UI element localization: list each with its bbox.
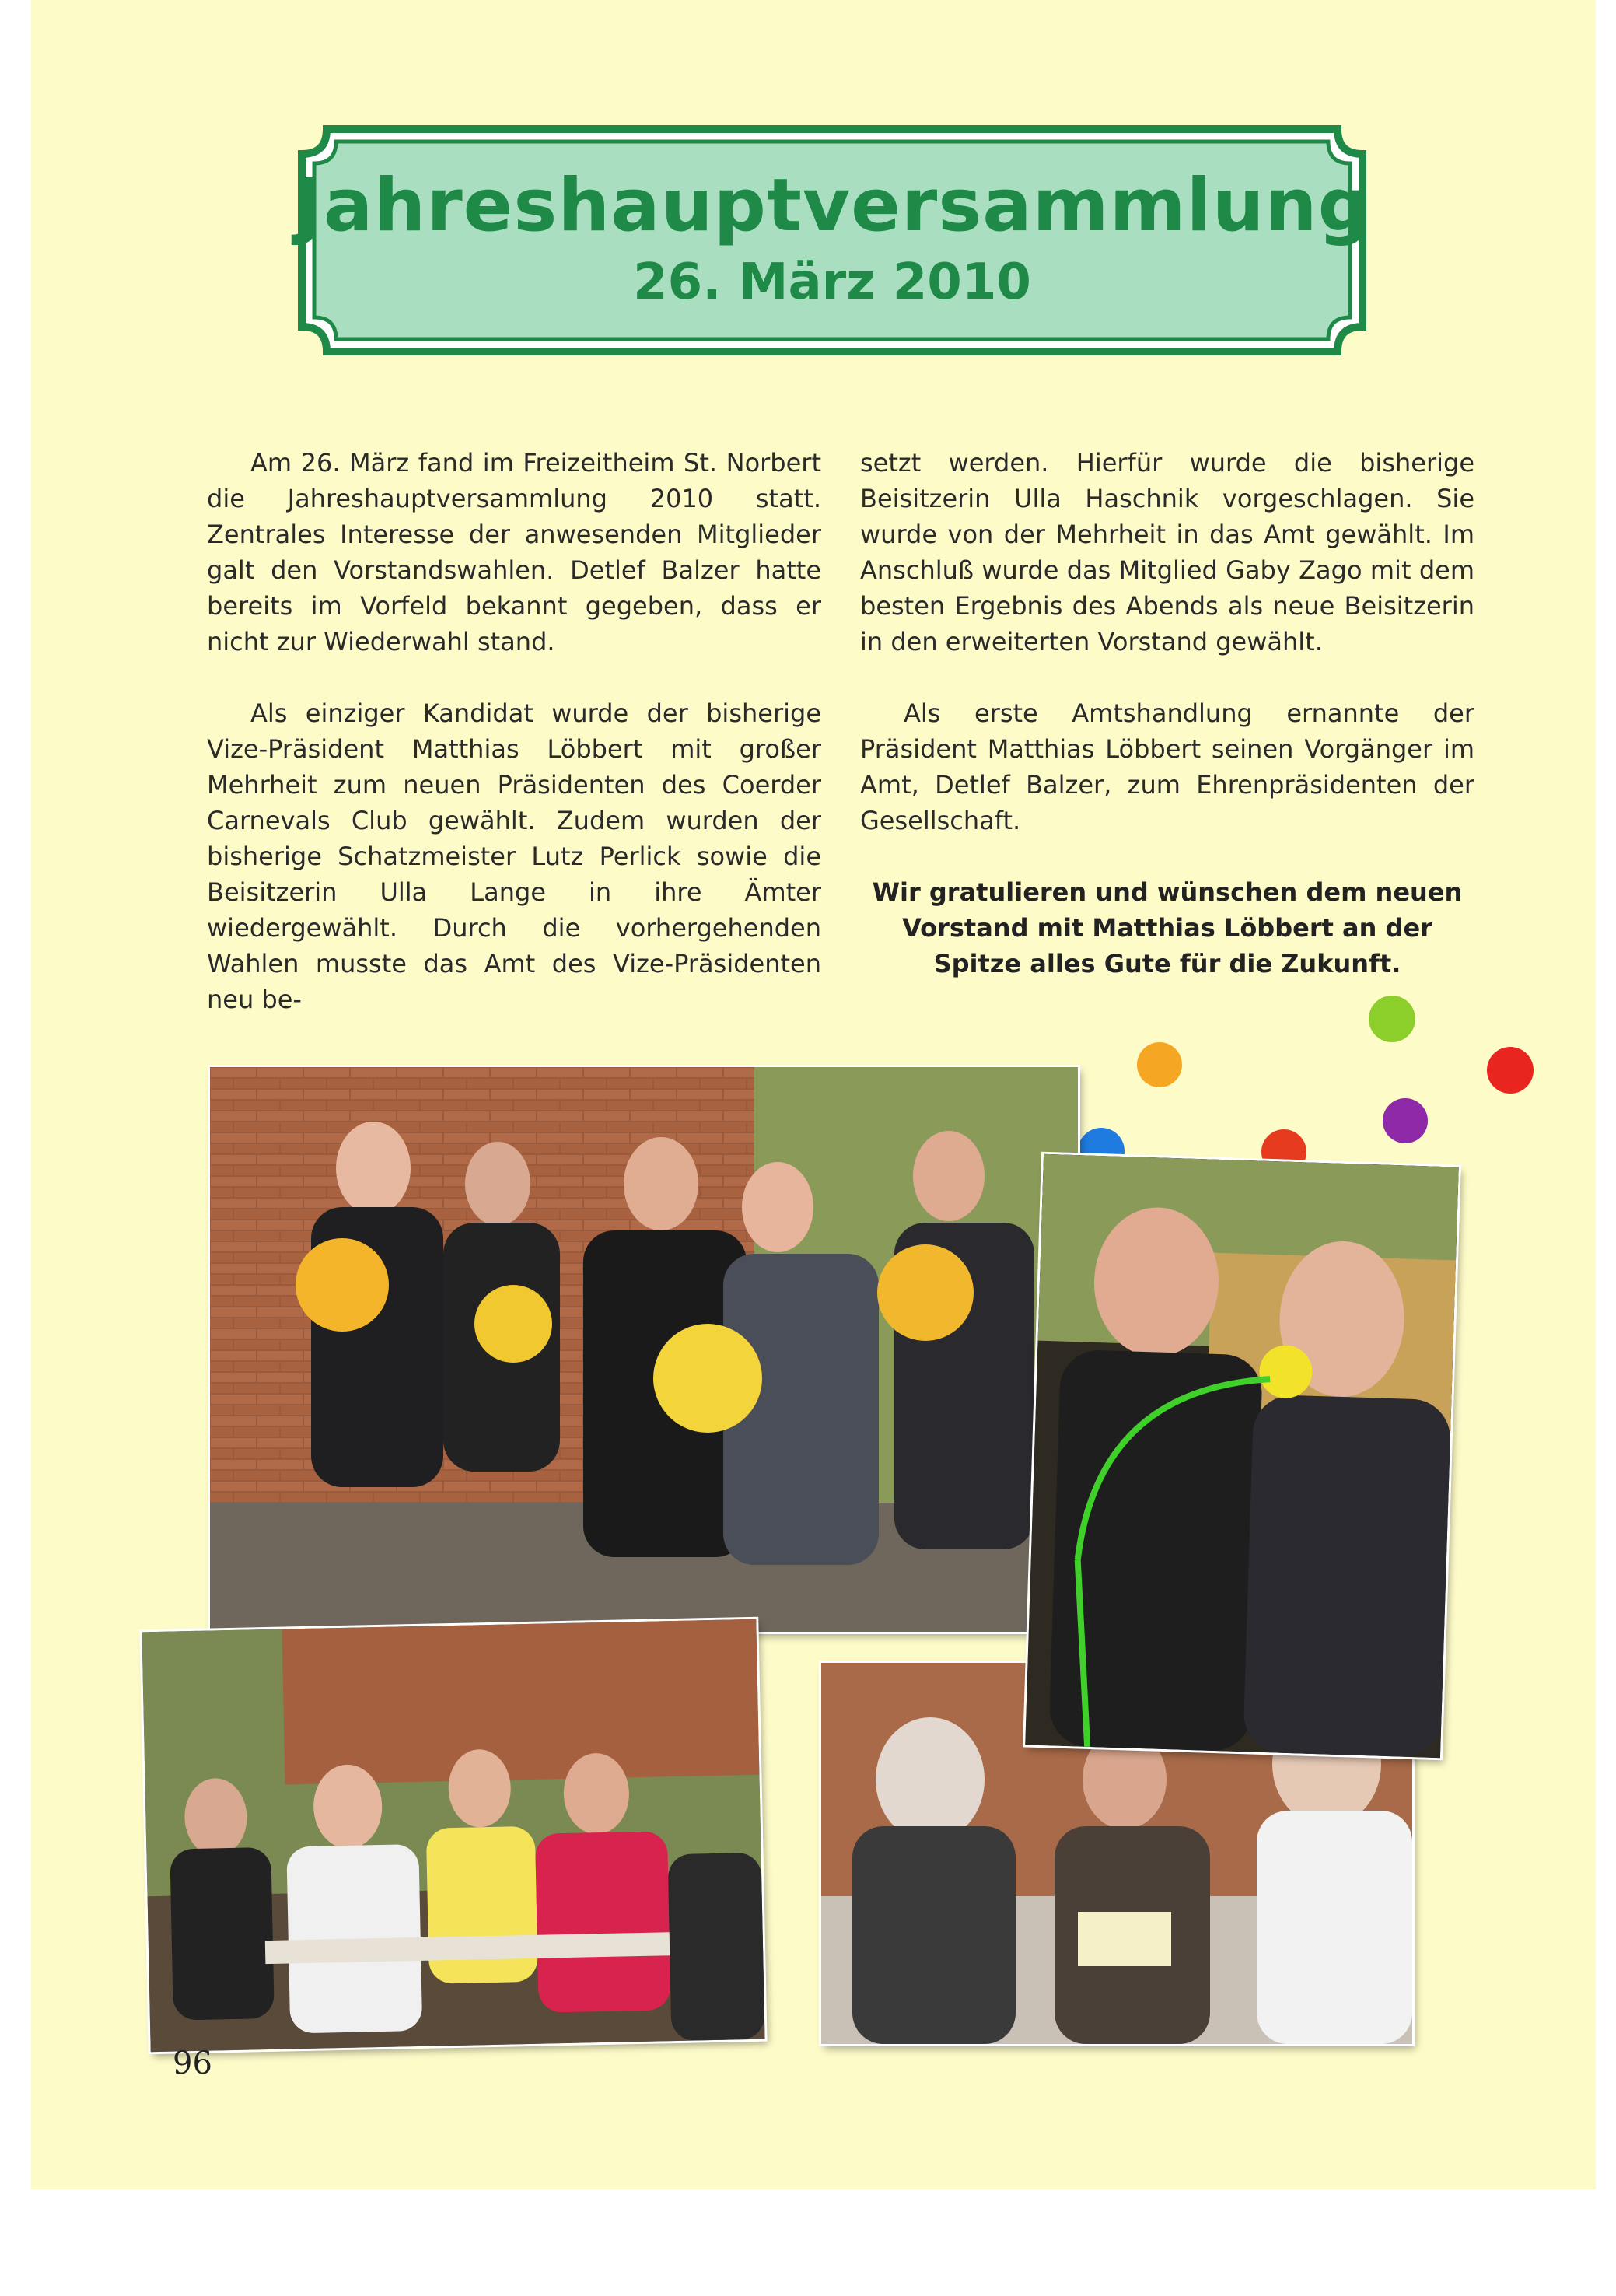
article-paragraph: setzt werden. Hierfür wurde die bisherige Beisitzerin Ulla Haschnik vorgeschlagen. Sie wurde von der Mehrheit in das Amt gewählt. Im Anschluß wurde das Mitglied Gaby Zago mit dem besten Ergebnis des Abends als neue Beisitzerin in den erweiterten Vorstand gewählt. <box>860 448 1474 656</box>
closing-statement: Wir gratulieren und wünschen dem neuen Vorstand mit Matthias Löbbert an der Spitze alles Gute für die Zukunft. <box>872 877 1463 978</box>
article-paragraph: Als einziger Kandidat wurde der bisherige Vize-Präsident Matthias Löbbert mit großer Mehrheit zum neuen Präsidenten des Coerder Carnevals Club gewählt. Zudem wurden der bisherige Schatzmeister Lutz Perlick sowie die Beisitzerin Ulla Lange in ihre Ämter wiedergewählt. Durch die vorhergehenden Wahlen musste das Amt des Vize-Präsidenten neu be- <box>207 698 821 1014</box>
group-photo-image <box>210 1067 1078 1632</box>
audience-photo <box>142 1619 764 2052</box>
confetti-dot-orange <box>1137 1042 1182 1087</box>
group-photo <box>210 1067 1078 1632</box>
page-number: 96 <box>173 2046 212 2081</box>
confetti-dot-red <box>1487 1047 1534 1094</box>
event-date: 26. März 2010 <box>633 254 1031 311</box>
article-paragraph: Am 26. März fand im Freizeitheim St. Norbert die Jahreshauptversammlung 2010 statt. Zentrales Interesse der anwesenden Mitglieder galt den Vorstandswahlen. Detlef Balzer hatte bereits im Vorfeld bekannt gegeben, dass er nicht zur Wiederwahl stand. <box>207 448 821 656</box>
article-right-column <box>860 445 1474 1017</box>
article-paragraph: Als erste Amtshandlung ernannte der Präsident Matthias Löbbert seinen Vorgänger im Amt, Detlef Balzer, zum Ehrenpräsidenten der Gesellschaft. <box>860 698 1474 835</box>
speaker-photo-image <box>1025 1154 1459 1758</box>
confetti-dot-purple <box>1383 1098 1428 1143</box>
article-left-column <box>207 445 821 1053</box>
speaker-photo <box>1025 1154 1459 1758</box>
page-title: Jahreshauptversammlung <box>296 163 1371 248</box>
confetti-dot-green <box>1369 996 1415 1042</box>
title-banner <box>296 123 1369 358</box>
magazine-page <box>31 0 1596 2189</box>
audience-photo-image <box>142 1619 764 2052</box>
